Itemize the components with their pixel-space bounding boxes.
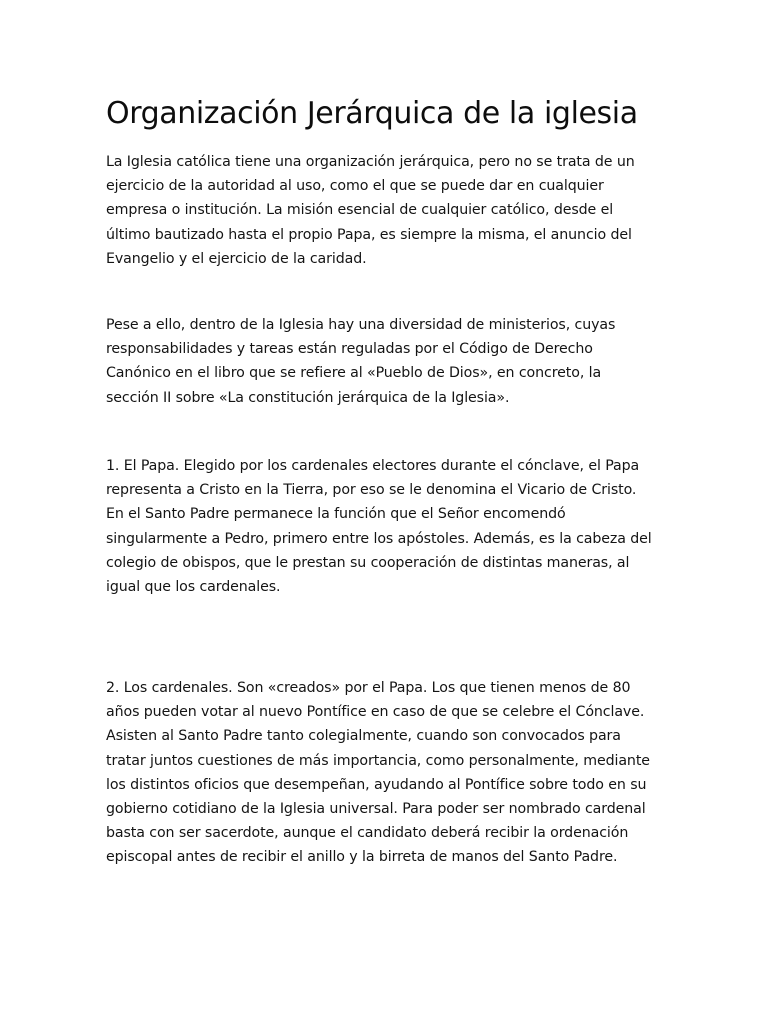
text-line: La Iglesia católica tiene una organización jerárquica, pero no se trata de un xyxy=(106,154,635,170)
text-line: basta con ser sacerdote, aunque el candidato deberá recibir la ordenación xyxy=(106,825,629,842)
paragraph-ministries xyxy=(106,313,666,410)
text-line: singularmente a Pedro, primero entre los apóstoles. Además, es la cabeza del xyxy=(106,530,652,547)
text-line: representa a Cristo en la Tierra, por eso se le denomina el Vicario de Cristo. xyxy=(106,482,637,499)
text-line: igual que los cardenales. xyxy=(106,579,281,596)
paragraph-cardinals xyxy=(106,676,666,870)
paragraph-pope xyxy=(106,454,666,599)
text-line: responsabilidades y tareas están reguladas por el Código de Derecho xyxy=(106,341,593,358)
text-line: Pese a ello, dentro de la Iglesia hay una diversidad de ministerios, cuyas xyxy=(106,317,616,333)
text-line: 2. Los cardenales. Son «creados» por el Papa. Los que tienen menos de 80 xyxy=(106,680,631,696)
text-line: empresa o institución. La misión esencial de cualquier católico, desde el xyxy=(106,202,614,219)
text-line: episcopal antes de recibir el anillo y la birreta de manos del Santo Padre. xyxy=(106,849,618,866)
text-line: sección II sobre «La constitución jerárquica de la Iglesia». xyxy=(106,389,510,406)
text-line: gobierno cotidiano de la Iglesia universal. Para poder ser nombrado cardenal xyxy=(106,801,646,818)
text-line: Evangelio y el ejercicio de la caridad. xyxy=(106,250,367,267)
text-line: tratar juntos cuestiones de más importancia, como personalmente, mediante xyxy=(106,752,650,769)
text-line: colegio de obispos, que le prestan su cooperación de distintas maneras, al xyxy=(106,554,630,571)
text-line: años pueden votar al nuevo Pontífice en caso de que se celebre el Cónclave. xyxy=(106,704,645,721)
document-title: Organización Jerárquica de la iglesia xyxy=(106,96,638,131)
text-line: 1. El Papa. Elegido por los cardenales electores durante el cónclave, el Papa xyxy=(106,458,640,474)
text-line: Canónico en el libro que se refiere al «Pueblo de Dios», en concreto, la xyxy=(106,365,602,382)
text-line: los distintos oficios que desempeñan, ayudando al Pontífice sobre todo en su xyxy=(106,776,647,793)
text-line: ejercicio de la autoridad al uso, como el que se puede dar en cualquier xyxy=(106,178,604,195)
paragraph-intro xyxy=(106,150,666,271)
text-line: En el Santo Padre permanece la función que el Señor encomendó xyxy=(106,506,566,523)
text-line: último bautizado hasta el propio Papa, es siempre la misma, el anuncio del xyxy=(106,226,632,243)
text-line: Asisten al Santo Padre tanto colegialmente, cuando son convocados para xyxy=(106,728,621,745)
